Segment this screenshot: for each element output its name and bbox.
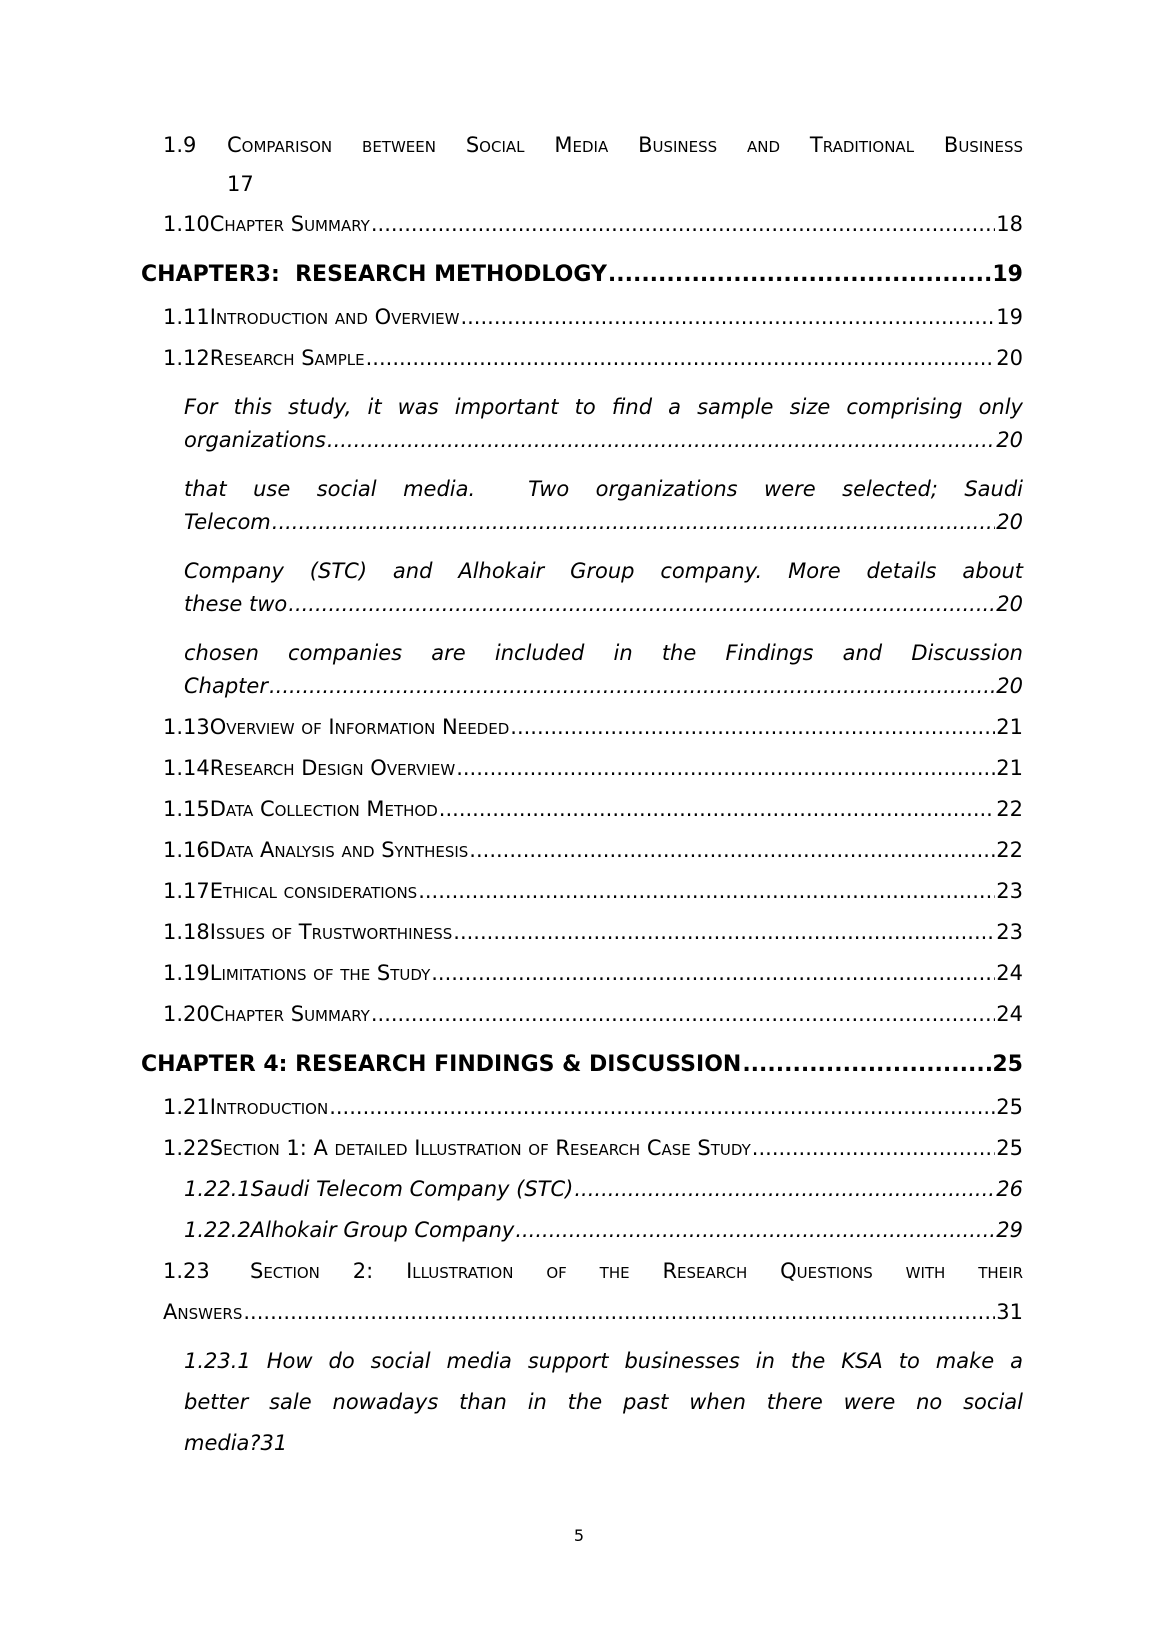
- toc-entry-title: Issues of Trustworthiness: [209, 920, 453, 944]
- toc-entry-title: Comparison between Social Media Business and Traditional Business: [227, 133, 1023, 157]
- toc-entry-1-22-2[interactable]: [141, 1218, 1023, 1259]
- toc-entry-number: 1.11: [163, 305, 210, 329]
- toc-entry-title: Introduction and Overview: [209, 305, 460, 329]
- toc-entry-1-14[interactable]: [141, 756, 1023, 797]
- toc-entry-1-22-1[interactable]: [141, 1177, 1023, 1218]
- toc-entry-title: Saudi Telecom Company (STC): [250, 1177, 574, 1201]
- leader-dots: [418, 879, 995, 903]
- leader-dots: [574, 1177, 995, 1201]
- leader-dots: [371, 212, 995, 236]
- toc-entry-1-18[interactable]: [141, 920, 1023, 961]
- toc-entry-1-15[interactable]: [141, 797, 1023, 838]
- toc-entry-1-23-1-line2: better sale nowadays than in the past when there were no social: [184, 1390, 1023, 1414]
- toc-entry-page: 24: [996, 1002, 1023, 1026]
- toc-entry-number: 1.9: [163, 133, 197, 157]
- toc-entry-number: 1.22.1: [184, 1177, 251, 1201]
- page-number: 5: [573, 1526, 585, 1545]
- toc-entry-page: 22: [996, 838, 1023, 862]
- toc-entry-page: 23: [996, 879, 1023, 903]
- toc-paragraph-line: chosen companies are included in the Findings and Discussion: [184, 641, 1023, 665]
- leader-dots: [366, 346, 996, 370]
- toc-entry-title: Overview of Information Needed: [209, 715, 510, 739]
- toc-entry-title: Introduction: [209, 1095, 329, 1119]
- toc-paragraph-entry[interactable]: [141, 592, 1023, 633]
- leader-dots: [272, 510, 996, 534]
- toc-paragraph-line: Company (STC) and Alhokair Group company. More details about: [184, 559, 1023, 583]
- table-of-contents: [141, 133, 1023, 1464]
- leader-dots: [431, 961, 995, 985]
- leader-dots: [371, 1002, 995, 1026]
- toc-paragraph-tail: Chapter: [184, 674, 268, 698]
- toc-entry-number: 1.20: [163, 1002, 210, 1026]
- leader-dots: [243, 1300, 995, 1324]
- toc-entry-title: Section 2: Illustration of the Research Questions with their: [250, 1259, 1023, 1283]
- toc-entry-title: How do social media support businesses in the KSA to make a: [266, 1349, 1023, 1373]
- toc-entry-page: 20: [996, 510, 1023, 534]
- leader-dots: [608, 262, 991, 287]
- toc-paragraph-line: that use social media. Two organizations were selected; Saudi: [184, 477, 1023, 501]
- leader-dots: [469, 838, 995, 862]
- leader-dots: [269, 674, 995, 698]
- toc-entry-title: Chapter Summary: [209, 1002, 370, 1026]
- toc-entry-number: 1.16: [163, 838, 210, 862]
- toc-entry-title: Ethical considerations: [209, 879, 418, 903]
- toc-entry-page: 31: [996, 1300, 1023, 1324]
- toc-entry-number: 1.22: [163, 1136, 210, 1160]
- toc-entry-page: 22: [996, 797, 1023, 821]
- toc-chapter-4[interactable]: [141, 1052, 1023, 1095]
- toc-entry-1-12[interactable]: [141, 346, 1023, 387]
- toc-paragraph-entry[interactable]: [141, 510, 1023, 551]
- toc-paragraph-tail: Telecom: [184, 510, 271, 534]
- toc-entry-1-17[interactable]: [141, 879, 1023, 920]
- toc-paragraph-line: For this study, it was important to find a sample size comprising only: [184, 395, 1023, 419]
- chapter-page: 19: [992, 262, 1023, 287]
- toc-entry-page: 24: [996, 961, 1023, 985]
- toc-paragraph-tail: these two: [184, 592, 288, 616]
- toc-entry-1-20[interactable]: [141, 1002, 1023, 1043]
- leader-dots: [510, 715, 995, 739]
- toc-entry-title: Limitations of the Study: [209, 961, 431, 985]
- toc-entry-1-22[interactable]: [141, 1136, 1023, 1177]
- toc-entry-1-11[interactable]: [141, 305, 1023, 346]
- toc-entry-1-16[interactable]: [141, 838, 1023, 879]
- toc-entry-1-10[interactable]: [141, 212, 1023, 253]
- leader-dots: [439, 797, 995, 821]
- toc-entry-number: 1.22.2: [184, 1218, 251, 1242]
- leader-dots: [327, 428, 995, 452]
- leader-dots: [460, 305, 995, 329]
- toc-entry-page: 20: [996, 346, 1023, 370]
- toc-entry-page: 26: [996, 1177, 1023, 1201]
- toc-entry-1-19[interactable]: [141, 961, 1023, 1002]
- toc-entry-number: 1.19: [163, 961, 210, 985]
- toc-entry-number: 1.23.1: [184, 1349, 251, 1373]
- toc-entry-1-23-1[interactable]: [141, 1341, 1023, 1382]
- toc-entry-page: 20: [996, 674, 1023, 698]
- leader-dots: [329, 1095, 995, 1119]
- toc-entry-title: Section 1: A detailed Illustration of Research Case Study: [209, 1136, 751, 1160]
- chapter-title: CHAPTER3: RESEARCH METHODLOGY: [141, 262, 607, 287]
- toc-entry-title-tail: Answers: [163, 1300, 243, 1324]
- toc-entry-title: Alhokair Group Company: [250, 1218, 515, 1242]
- toc-entry-number: 1.23: [163, 1259, 210, 1283]
- toc-entry-number: 1.13: [163, 715, 210, 739]
- toc-entry-number: 1.18: [163, 920, 210, 944]
- toc-entry-title: Research Design Overview: [209, 756, 456, 780]
- toc-entry-page: 23: [996, 920, 1023, 944]
- toc-entry-page: 18: [996, 212, 1023, 236]
- toc-entry-page: 21: [996, 715, 1023, 739]
- chapter-page: 25: [992, 1052, 1023, 1077]
- toc-entry-title: Research Sample: [209, 346, 365, 370]
- toc-entry-page: 20: [996, 428, 1023, 452]
- toc-paragraph-tail: organizations: [184, 428, 326, 452]
- leader-dots: [752, 1136, 995, 1160]
- chapter-title: CHAPTER 4: RESEARCH FINDINGS & DISCUSSION: [141, 1052, 742, 1077]
- toc-entry-number: 1.21: [163, 1095, 210, 1119]
- toc-entry-1-23[interactable]: [141, 1259, 1023, 1300]
- leader-dots: [515, 1218, 995, 1242]
- leader-dots: [453, 920, 995, 944]
- toc-entry-1-9-page-line: [141, 172, 1023, 212]
- toc-entry-page: 25: [996, 1136, 1023, 1160]
- toc-entry-page: 19: [996, 305, 1023, 329]
- toc-paragraph-entry[interactable]: [141, 674, 1023, 715]
- toc-paragraph-entry[interactable]: [141, 428, 1023, 469]
- toc-entry-1-23-1-tail: media?31: [184, 1431, 288, 1455]
- toc-entry-number: 1.10: [163, 212, 210, 236]
- toc-entry-1-21[interactable]: [141, 1095, 1023, 1136]
- toc-entry-number: 1.14: [163, 756, 210, 780]
- leader-dots: [742, 1052, 991, 1077]
- leader-dots: [456, 756, 995, 780]
- toc-entry-1-23-continuation[interactable]: [141, 1300, 1023, 1341]
- toc-entry-number: 1.12: [163, 346, 210, 370]
- toc-entry-page: 21: [996, 756, 1023, 780]
- leader-dots: [288, 592, 995, 616]
- toc-entry-page: 20: [996, 592, 1023, 616]
- toc-entry-title: Data Collection Method: [209, 797, 438, 821]
- toc-entry-page: 25: [996, 1095, 1023, 1119]
- toc-entry-page: 29: [996, 1218, 1023, 1242]
- toc-entry-title: Data Analysis and Synthesis: [209, 838, 469, 862]
- toc-entry-1-13[interactable]: [141, 715, 1023, 756]
- toc-entry-title: Chapter Summary: [209, 212, 370, 236]
- toc-entry-number: 1.17: [163, 879, 210, 903]
- toc-entry-page: 17: [227, 172, 254, 196]
- toc-entry-number: 1.15: [163, 797, 210, 821]
- toc-entry-1-9[interactable]: [141, 133, 1023, 172]
- toc-chapter-3[interactable]: [141, 262, 1023, 305]
